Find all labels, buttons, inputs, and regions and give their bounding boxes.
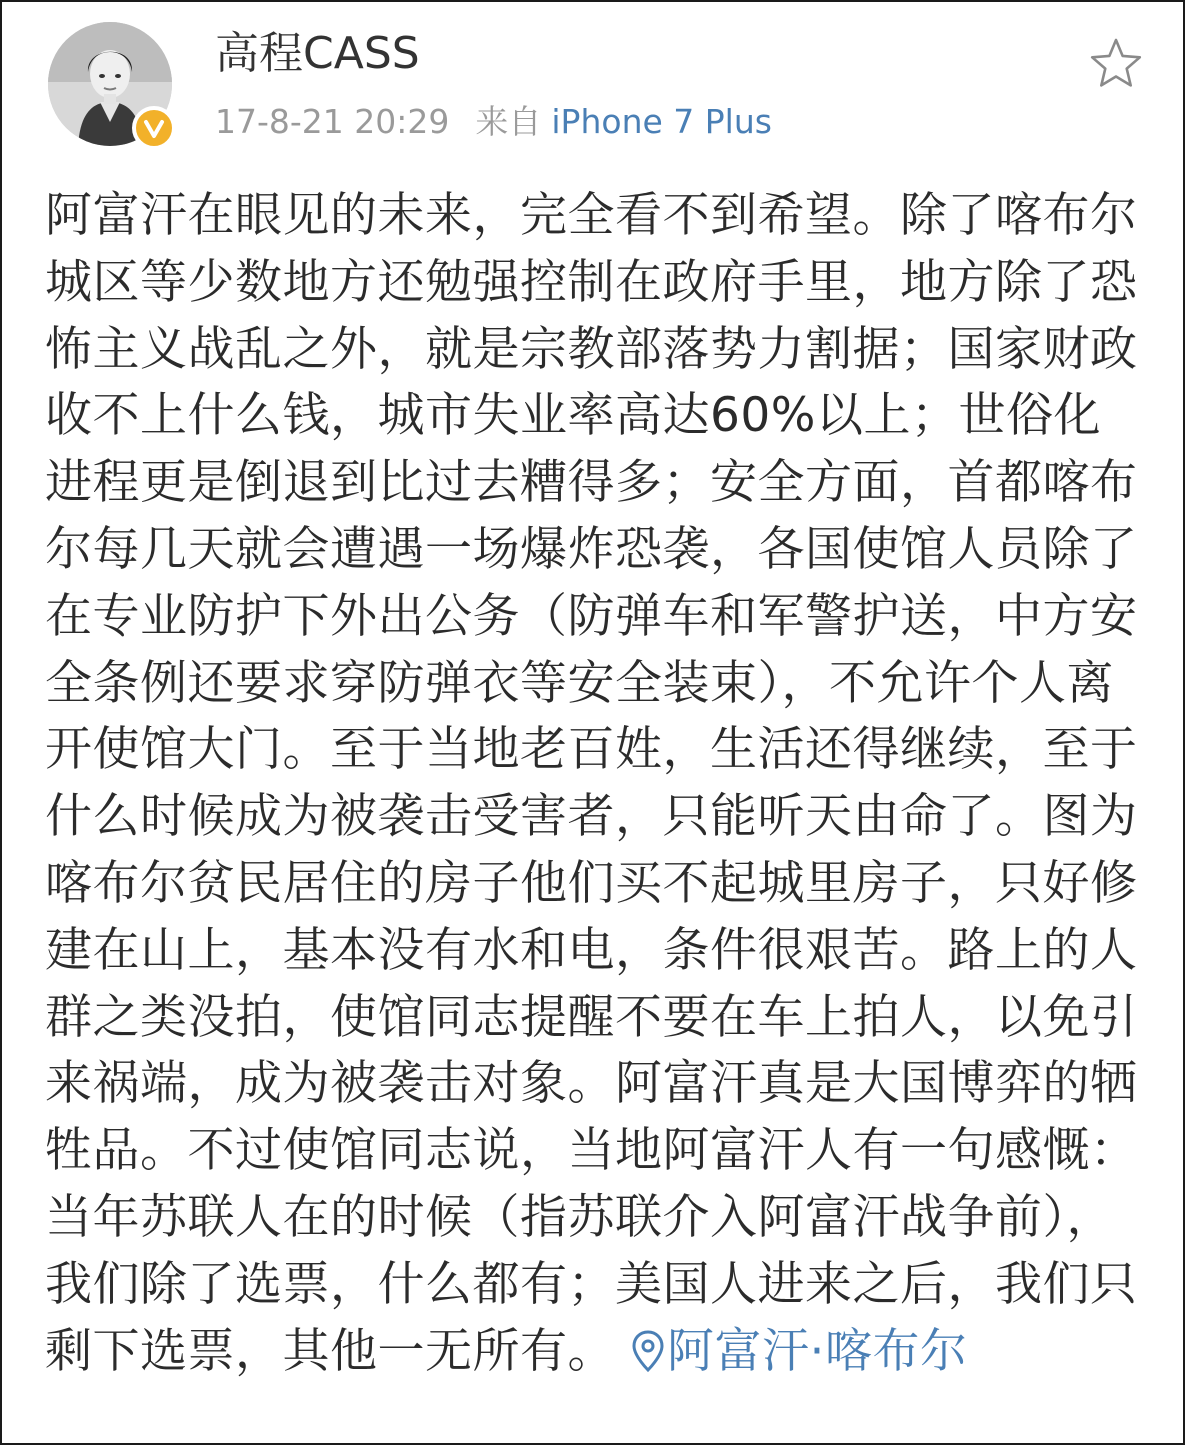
post-meta [215, 102, 772, 142]
source-label: 来自 [475, 102, 542, 141]
verified-badge-icon [132, 106, 176, 150]
star-outline-icon [1086, 34, 1146, 94]
post-text: 阿富汗在眼见的未来，完全看不到希望。除了喀布尔城区等少数地方还勉强控制在政府手里，地方除了恐怖主义战乱之外，就是宗教部落势力割据；国家财政收不上什么钱，城市失业率高达60%以上；世俗化进程更是倒退到比过去糟得多；安全方面，首都喀布尔每几天就会遭遇一场爆炸恐袭，各国使馆人员除了在专业防护下外出公务（防弹车和军警护送，中方安全条例还要求穿防弹衣等安全装束），不允许个人离开使馆大门。至于当地老百姓，生活还得继续，至于什么时候成为被袭击受害者，只能听天由命了。图为喀布尔贫民居住的房子他们买不起城里房子，只好修建在山上，基本没有水和电，条件很艰苦。路上的人群之类没拍，使馆同志提醒不要在车上拍人，以免引来祸端，成为被袭击对象。阿富汗真是大国博弈的牺牲品。不过使馆同志说，当地阿富汗人有一句感慨：当年苏联人在的时候（指苏联介入阿富汗战争前），我们除了选票，什么都有；美国人进来之后，我们只剩下选票，其他一无所有。 [45, 188, 1138, 1379]
post-timestamp: 17-8-21 20:29 [215, 102, 450, 141]
source-device-link[interactable]: iPhone 7 Plus [551, 102, 772, 141]
favorite-button[interactable] [1086, 34, 1146, 94]
check-icon [136, 110, 172, 146]
post-body [45, 183, 1140, 1385]
location-label: 阿富汗·喀布尔 [667, 1323, 968, 1379]
location-pin-icon [631, 1329, 665, 1373]
location-link[interactable] [631, 1324, 967, 1379]
username[interactable]: 高程CASS [215, 28, 420, 79]
post-header [2, 2, 1183, 172]
